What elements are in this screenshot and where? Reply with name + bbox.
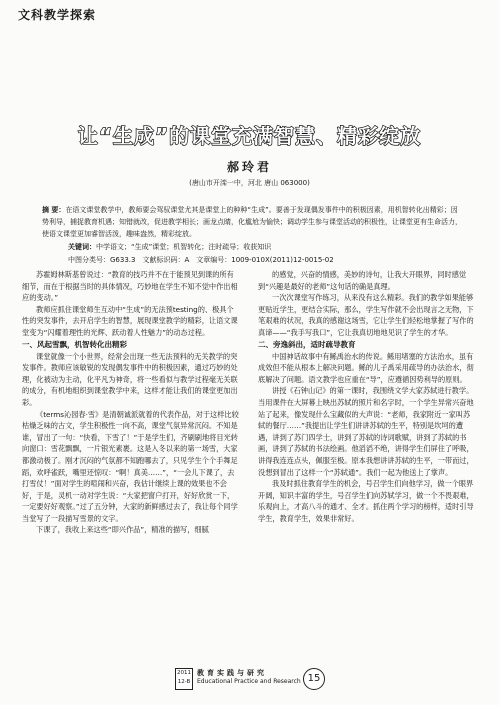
- paragraph: 讲授《石钟山记》的第一课时，我围绕文学大家苏轼进行教学。当用课件在大屏幕上映出苏轼的照片和名字时，一个学生异常兴奋地站了起来，像发现什么宝藏似的大声说：“老师，我家附近一家叫苏轼的餐厅……”我提出让学生们讲讲苏轼的生平，特别是坎坷的遭遇，讲到了苏门四学士，讲到了苏轼的诗词歌赋，讲到了苏轼的书画，讲到了苏轼的书法绘画。他滔滔不绝，讲得学生们屏住了呼吸，讲得我连连点头，佩服至极。原本我想讲讲苏轼的生平，一带而过，没想到冒出了这样一个“苏轼通”。我们一起为他送上了掌声。: [258, 386, 474, 477]
- paragraph: 下课了，我收上来这些“即兴作品”，精准的描写，细腻: [36, 525, 209, 535]
- journal-title-english: Educational Practice and Research: [197, 678, 301, 685]
- left-column: [22, 269, 240, 536]
- keywords: [68, 242, 468, 252]
- journal-title: 教育实践与研究: [197, 669, 267, 677]
- paragraph: 一次次课堂写作练习，从来没有这么精彩。我们的教学如果能够更贴近学生，更结合实际，那么，学生写作就不会出现言之无物，下笔艰难的状况，我真的感谢这场雪，它让学生们轻松地掌握了写作的真谛——“我手写我口”，它让我真切地地见识了学生的才华。: [258, 293, 474, 337]
- section-heading: 一、风起雪飘，机智转化出精彩: [22, 339, 127, 349]
- footer-year: 2011: [177, 670, 191, 676]
- section-heading: 二、旁逸斜出，适时疏导教育: [258, 339, 356, 349]
- author-name: 郝玲君: [226, 160, 272, 174]
- keywords-label: 关键词：: [68, 243, 96, 251]
- abstract: [42, 204, 462, 240]
- paragraph: 课堂就像一个小世界，经常会出现一些无法预料的无关教学的突发事件。教师应该敏锐的发现偶发事件中的积极因素，通过巧妙的处理，化被动为主动，化平凡为神奇，将一些看似与教学过程毫无关联的成分，有机地组织到课堂教学中来，这样才能让我们的课堂更加出彩。: [22, 351, 238, 407]
- author-affiliation: (唐山市开滦一中，河北 唐山 063000): [189, 179, 310, 187]
- paragraph: 我及时抓住教育学生的机会，号召学生们向他学习，做一个眼界开阔，知识丰富的学生，号召学生们向苏轼学习，做一个不畏艰难，乐观向上，才高八斗的通才、全才。抓住两个学习的榜样，适时引导学生，教育学生，效果非常好。: [258, 479, 474, 523]
- article-title: 让“生成”的课堂充满智慧、精彩绽放: [77, 124, 422, 148]
- classification-line: 中图分类号：G633.3 文献标识码：A 文章编号：1009-010X(2011)12-0015-02: [68, 256, 334, 264]
- paragraph: 教师应抓住课堂师生互动中“生成”的无法预testing的、极具个性的突发事件，去开启学生的智慧，展现课堂教学的精彩，让语文课堂变为“闪耀着理性的光辉、跃动着人性魅力”的动态过程。: [22, 304, 238, 337]
- paragraph: 苏霍姆林斯基曾说过：“教育的技巧并不在于能预见到课的所有细节，而在于根据当时的具体情况，巧妙地在学生不知不觉中作出相应的变动。”: [22, 270, 238, 303]
- right-column: [258, 269, 476, 524]
- abstract-text: 在语文课堂教学中，教师要会驾驭课堂尤其是课堂上的种种“生成”。要善于发现偶发事件中的积极因素，用机智转化出精彩；因势利导，捕捉教育机遇；知错就改，促进教学相长；画龙点睛，化尴尬为愉快；调动学生参与课堂活动的积极性，让课堂更有生命活力，使语文课堂更加睿智活泼，趣味盎然，精彩绽放。: [42, 206, 462, 238]
- keywords-text: 中学语文；“生成”课堂；机智转化；注时疏导；收获知识: [96, 243, 272, 251]
- paragraph: 中国神话故事中有鲧禹治水的传说。鲧用堵塞的方法治水，虽有成效但不能从根本上解决问题。鲧的儿子禹采用疏导的办法治水，彻底解决了问题。语文教学也应重在“导”，应遵循因势利导的原则。: [258, 351, 474, 384]
- footer-issue: 12-B: [177, 679, 191, 685]
- paragraph: 的感觉，兴奋的情感，美妙的诗句，让我大开眼界，同时感觉到“兴趣是最好的老师”这句话的确是真理。: [258, 270, 467, 291]
- abstract-label: 摘 要：: [42, 206, 66, 214]
- page-number: 15: [303, 668, 325, 690]
- issue-box: [175, 668, 193, 690]
- section-header: 文科教学探索: [18, 8, 97, 22]
- paragraph: 《terms沁园春·雪》是清朝诚派就着的代表作品，对于这样比较枯燥乏味的古文，学生积极性一向不高，课堂气氛异常沉闷。不知是谁，冒出了一句：“快看，下雪了！”于是学生们，齐刷刷地将目光转向窗口：雪花飘飘，一片银光素裹。这是入冬以来的第一场雪，大家都激动极了。刚才沉闷的气氛都不知跑哪去了，只见学生个个手舞足蹈，欢呼雀跃，嘴里还惊叹：“啊！真美……”，“一会儿下课了，去打雪仗！”面对学生的喧闹和兴奋，我估计继续上课的效果也不会好，于是，灵机一动对学生说：“大家把窗户打开，好好欣赏一下，一定要好好观察。”过了五分钟，大家的新鲜感过去了，我让每个同学当堂写了一段描写雪景的文字。: [22, 409, 239, 523]
- journal-footer: [175, 668, 325, 690]
